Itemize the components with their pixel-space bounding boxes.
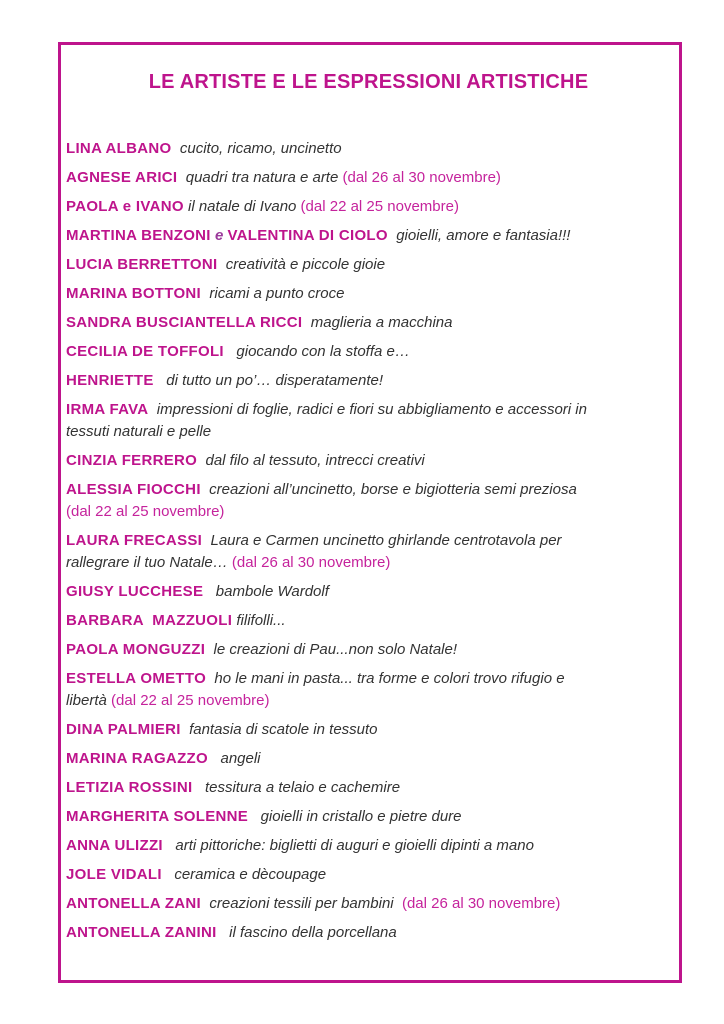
artistic-expression: dal filo al tessuto, intrecci creativi (197, 452, 425, 469)
artist-name: LETIZIA ROSSINI (66, 779, 193, 796)
artist-name: MARTINA BENZONI (66, 227, 211, 244)
list-item (66, 893, 671, 915)
artistic-expression: libertà (66, 692, 107, 709)
artist-name: MARGHERITA SOLENNE (66, 808, 249, 825)
artistic-expression: cucito, ricamo, uncinetto (171, 140, 342, 157)
list-item (66, 312, 671, 334)
artist-list (66, 138, 671, 944)
list-item (66, 167, 671, 189)
artistic-expression: tessuti naturali e pelle (66, 423, 212, 440)
artistic-expression: fantasia di scatole in tessuto (180, 721, 378, 738)
artistic-expression: gioielli in cristallo e pietre dure (248, 808, 462, 825)
artistic-expression: creazioni all’uncinetto, borse e bigiotteria semi preziosa (200, 481, 577, 498)
list-item (66, 864, 671, 886)
artistic-expression: creazioni tessili per bambini (201, 895, 394, 912)
artistic-expression: arti pittoriche: biglietti di auguri e gioielli dipinti a mano (162, 837, 534, 854)
artist-name: PAOLA e IVANO (66, 198, 184, 215)
artist-name: ESTELLA OMETTO (66, 670, 207, 687)
artist-name: MARINA BOTTONI (66, 285, 202, 302)
artistic-expression: gioielli, amore e fantasia!!! (387, 227, 571, 244)
artistic-expression: creatività e piccole gioie (217, 256, 386, 273)
artist-name: CECILIA DE TOFFOLI (66, 343, 224, 360)
artist-name: ANNA ULIZZI (66, 837, 163, 854)
artist-name: IRMA FAVA (66, 401, 149, 418)
list-item (66, 138, 671, 160)
list-item (66, 479, 671, 523)
list-item (66, 341, 671, 363)
artist-name: LINA ALBANO (66, 140, 172, 157)
artistic-expression: le creazioni di Pau...non solo Natale! (205, 641, 458, 658)
artistic-expression: giocando con la stoffa e… (223, 343, 410, 360)
artistic-expression: impressioni di foglie, radici e fiori su abbigliamento e accessori in (148, 401, 587, 418)
list-item (66, 719, 671, 741)
list-item (66, 399, 671, 443)
date-range: (dal 26 al 30 novembre) (227, 554, 391, 571)
artistic-expression: ceramica e dècoupage (161, 866, 327, 883)
artist-name: VALENTINA DI CIOLO (227, 227, 388, 244)
name-connector: e (210, 227, 228, 244)
artistic-expression: rallegrare il tuo Natale… (66, 554, 228, 571)
document-border-frame (58, 42, 682, 983)
artist-name: LUCIA BERRETTONI (66, 256, 218, 273)
artist-name: GIUSY LUCCHESE (66, 583, 204, 600)
artistic-expression: filifolli... (232, 612, 286, 629)
artist-name: HENRIETTE (66, 372, 154, 389)
date-range: (dal 22 al 25 novembre) (296, 198, 459, 215)
list-item (66, 283, 671, 305)
list-item (66, 254, 671, 276)
artistic-expression: ricami a punto croce (201, 285, 345, 302)
artist-name: SANDRA BUSCIANTELLA RICCI (66, 314, 303, 331)
artistic-expression: il natale di Ivano (183, 198, 297, 215)
artistic-expression: Laura e Carmen uncinetto ghirlande centrotavola per (202, 532, 562, 549)
artistic-expression: ho le mani in pasta... tra forme e colori trovo rifugio e (206, 670, 565, 687)
artistic-expression: angeli (207, 750, 261, 767)
artistic-expression: di tutto un po’… disperatamente! (153, 372, 384, 389)
artist-name: MARINA RAGAZZO (66, 750, 208, 767)
artist-name: DINA PALMIERI (66, 721, 181, 738)
artistic-expression: tessitura a telaio e cachemire (192, 779, 401, 796)
date-range: (dal 26 al 30 novembre) (393, 895, 561, 912)
list-item (66, 639, 671, 661)
list-item (66, 450, 671, 472)
page-title: LE ARTISTE E LE ESPRESSIONI ARTISTICHE (148, 71, 589, 93)
artist-name: ALESSIA FIOCCHI (66, 481, 201, 498)
list-item (66, 530, 671, 574)
artistic-expression: quadri tra natura e arte (177, 169, 339, 186)
date-range: (dal 22 al 25 novembre) (66, 503, 225, 520)
list-item (66, 835, 671, 857)
list-item (66, 806, 671, 828)
artist-name: PAOLA MONGUZZI (66, 641, 206, 658)
list-item (66, 748, 671, 770)
list-item (66, 370, 671, 392)
list-item (66, 225, 671, 247)
list-item (66, 610, 671, 632)
artist-name: ANTONELLA ZANI (66, 895, 202, 912)
artistic-expression: bambole Wardolf (203, 583, 329, 600)
list-item (66, 922, 671, 944)
artistic-expression: maglieria a macchina (302, 314, 453, 331)
artist-name: ANTONELLA ZANINI (66, 924, 217, 941)
artist-name: AGNESE ARICI (66, 169, 178, 186)
list-item (66, 777, 671, 799)
list-item (66, 196, 671, 218)
artist-name: CINZIA FERRERO (66, 452, 198, 469)
artist-name: BARBARA MAZZUOLI (66, 612, 233, 629)
artist-name: JOLE VIDALI (66, 866, 162, 883)
date-range: (dal 26 al 30 novembre) (338, 169, 501, 186)
list-item (66, 668, 671, 712)
date-range: (dal 22 al 25 novembre) (106, 692, 270, 709)
artistic-expression: il fascino della porcellana (216, 924, 397, 941)
list-item (66, 581, 671, 603)
artist-name: LAURA FRECASSI (66, 532, 203, 549)
